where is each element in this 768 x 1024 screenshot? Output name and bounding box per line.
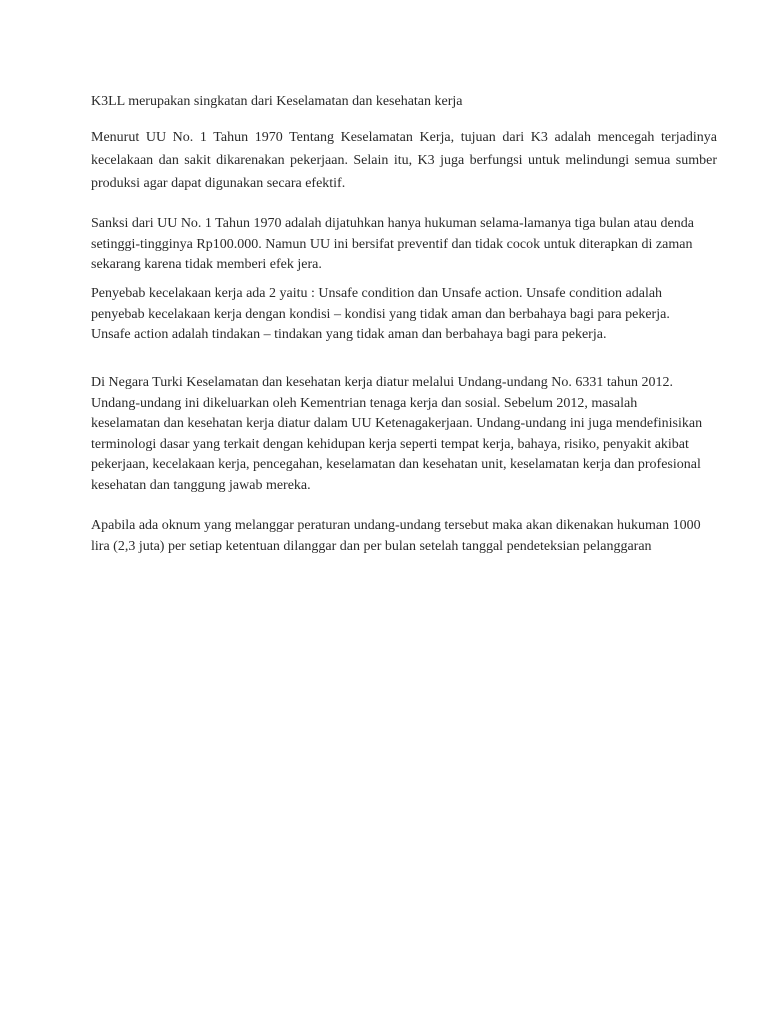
paragraph-penyebab-kecelakaan: Penyebab kecelakaan kerja ada 2 yaitu : Unsafe condition dan Unsafe action. Unsafe condition adalah penyebab kecelakaan kerja dengan kondisi – kondisi yang tidak aman dan berbahaya bagi para pekerja. Unsafe action adalah tindakan – tindakan yang tidak aman dan berbahaya bagi para pekerja. [91, 286, 670, 342]
paragraph-sanksi: Sanksi dari UU No. 1 Tahun 1970 adalah dijatuhkan hanya hukuman selama-lamanya tiga bulan atau denda setinggi-tingginya Rp100.000. Namun UU ini bersifat preventif dan tidak cocok untuk diterapkan di zaman sekarang karena tidak memberi efek jera. [91, 216, 694, 272]
paragraph-turki: Di Negara Turki Keselamatan dan kesehatan kerja diatur melalui Undang-undang No. 6331 tahun 2012. Undang-undang ini dikeluarkan oleh Kementrian tenaga kerja dan sosial. Sebelum 2012, masalah keselamatan dan kesehatan kerja diatur dalam UU Ketenagakerjaan. Undang-undang ini juga mendefinisikan terminologi dasar yang terkait dengan kehidupan kerja seperti tempat kerja, bahaya, risiko, penyakit akibat pekerjaan, kecelakaan kerja, pencegahan, keselamatan dan kesehatan unit, keselamatan kerja dan profesional kesehatan dan tanggung jawab mereka. [91, 375, 703, 493]
paragraph-tujuan-k3: Menurut UU No. 1 Tahun 1970 Tentang Keselamatan Kerja, tujuan dari K3 adalah mencegah terjadinya kecelakaan dan sakit dikarenakan pekerjaan. Selain itu, K3 juga berfungsi untuk melindungi semua sumber produksi agar dapat digunakan secara efektif. [91, 130, 717, 191]
paragraph-hukuman: Apabila ada oknum yang melanggar peraturan undang-undang tersebut maka akan dikenakan hukuman 1000 lira (2,3 juta) per setiap ketentuan dilanggar dan per bulan setelah tanggal pendeteksian pelanggaran [91, 518, 701, 554]
document-title-line: K3LL merupakan singkatan dari Keselamatan dan kesehatan kerja [91, 94, 463, 109]
